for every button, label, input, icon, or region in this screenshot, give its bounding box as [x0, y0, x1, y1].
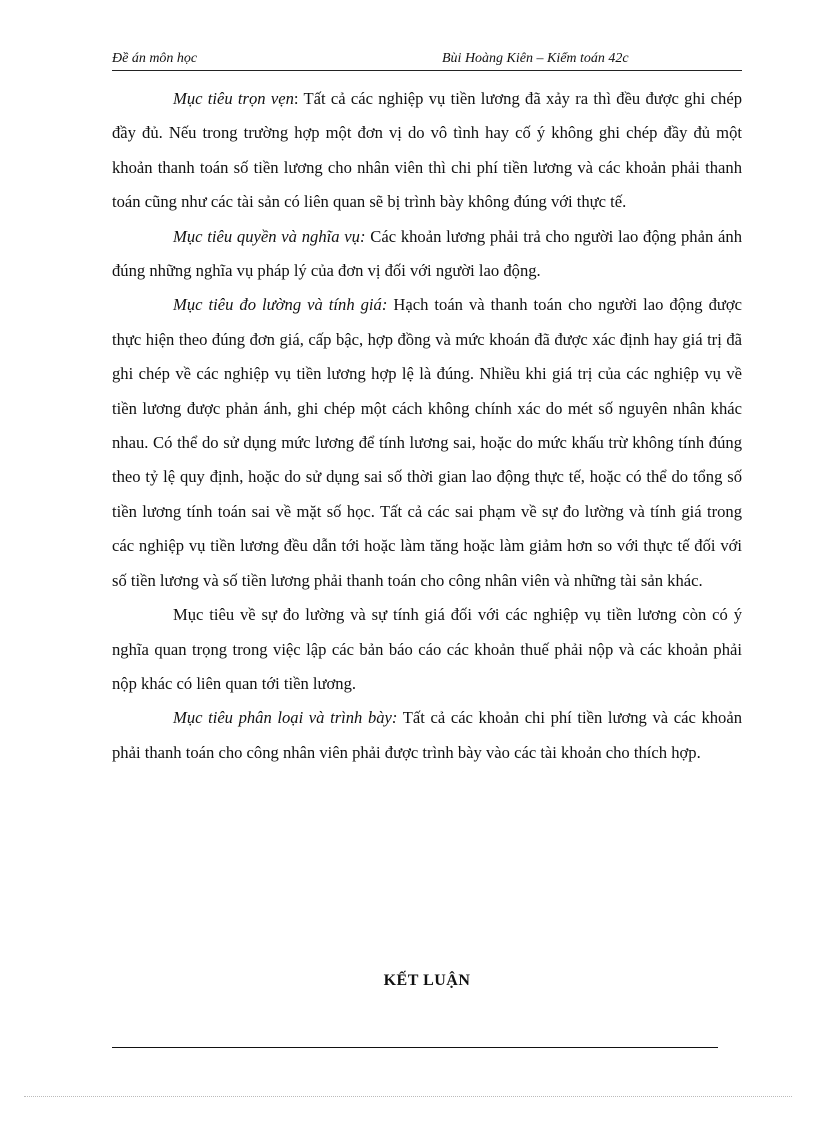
paragraph-text: Các khoản lương phải trả cho người lao động phản ánh đúng những nghĩa vụ pháp lý của đơn vị đối với người lao động. — [112, 226, 742, 281]
paragraph-text: : Tất cả các nghiệp vụ tiền lương đã xảy ra thì đều được ghi chép đầy đủ. Nếu trong trường hợp một đơn vị do vô tình hay cố ý không ghi chép đầy đủ một khoản thanh toán số tiền lương cho nhân viên thì chi phí tiền lương và các khoản phải thanh toán cũng như các tài sản có liên quan sẽ bị trình bày không đúng với thực tế. — [112, 89, 742, 212]
paragraph-text: Mục tiêu về sự đo lường và sự tính giá đối với các nghiệp vụ tiền lương còn có ý nghĩa quan trọng trong việc lập các bản báo cáo các khoản thuế phải nộp và các khoản phải nộp khác có liên quan tới tiền lương. — [112, 605, 742, 693]
header-course-label: Đề án môn học — [112, 51, 198, 66]
paragraph-measurement-significance — [112, 598, 742, 701]
header-author-label: Bùi Hoàng Kiên – Kiểm toán 42c — [442, 51, 629, 66]
paragraph-classification-presentation — [112, 701, 742, 770]
document-body — [112, 82, 742, 770]
page-header — [112, 48, 742, 71]
paragraph-lead: Mục tiêu đo lường và tính giá: — [173, 295, 388, 315]
page-boundary — [24, 1096, 792, 1097]
paragraph-text: Hạch toán và thanh toán cho người lao động được thực hiện theo đúng đơn giá, cấp bậc, hợp đồng và mức khoán đã được xác định hay giá trị đã ghi chép về các nghiệp vụ tiền lương hợp lệ là đúng. Nhiều khi giá trị của các nghiệp vụ về tiền lương được phản ánh, ghi chép một cách không chính xác do mét số nguyên nhân khác nhau. Có thể do sử dụng mức lương để tính lương sai, hoặc do mức khấu trừ không tính đúng theo tỷ lệ quy định, hoặc do sử dụng sai số thời gian lao động thực tế, hoặc có thể do tổng số tiền lương tính toán sai về mặt số học. Tất cả các sai phạm về sự đo lường và tính giá trong các nghiệp vụ tiền lương đều dẫn tới hoặc làm tăng hoặc làm giảm hơn so với thực tế đối với số tiền lương và số tiền lương phải thanh toán cho công nhân viên và những tài sản khác. — [112, 295, 743, 590]
paragraph-lead: Mục tiêu trọn vẹn — [173, 89, 294, 108]
paragraph-measurement-valuation — [112, 288, 742, 598]
paragraph-completeness — [112, 82, 742, 220]
conclusion-heading: KẾT LUẬN — [383, 972, 471, 989]
paragraph-text: Tất cả các khoản chi phí tiền lương và các khoản phải thanh toán cho công nhân viên phải được trình bày vào các tài khoản cho thích hợp. — [112, 708, 742, 762]
paragraph-lead: Mục tiêu phân loại và trình bày: — [173, 708, 398, 728]
footer-divider — [112, 1047, 718, 1048]
paragraph-rights-obligations — [112, 220, 742, 289]
paragraph-lead: Mục tiêu quyền và nghĩa vụ: — [173, 226, 366, 246]
